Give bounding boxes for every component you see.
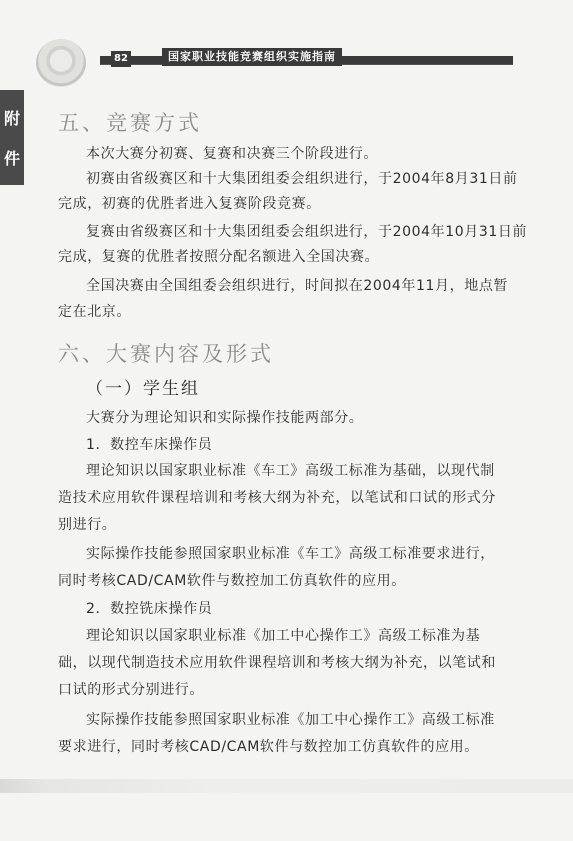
footer-scan-band xyxy=(0,779,573,793)
paragraph-line: 完成，初赛的优胜者进入复赛阶段竞赛。 xyxy=(58,196,321,212)
side-tab-char: 件 xyxy=(3,148,20,168)
paragraph-line: 理论知识以国家职业标准《车工》高级工标准为基础，以现代制 xyxy=(86,463,495,479)
paragraph-line: 造技术应用软件课程培训和考核大纲为补充，以笔试和口试的形式分 xyxy=(58,490,496,506)
section-heading: 六、大赛内容及形式 xyxy=(58,342,274,366)
paragraph-line: 要求进行，同时考核CAD/CAM软件与数控加工仿真软件的应用。 xyxy=(58,739,479,755)
running-header-title: 国家职业技能竞赛组织实施指南 xyxy=(162,48,342,66)
paragraph-line: 础，以现代制造技术应用软件课程培训和考核大纲为补充，以笔试和 xyxy=(58,655,496,671)
paragraph-line: 定在北京。 xyxy=(58,304,131,320)
paragraph-line: 实际操作技能参照国家职业标准《加工中心操作工》高级工标准 xyxy=(86,712,495,728)
paragraph-line: 完成，复赛的优胜者按照分配名额进入全国决赛。 xyxy=(58,249,380,265)
emblem-logo xyxy=(36,39,86,87)
side-tab-char: 附 xyxy=(3,109,20,129)
side-tab-appendix xyxy=(0,90,24,185)
paragraph-line: 口试的形式分别进行。 xyxy=(58,682,204,698)
paragraph-line: 实际操作技能参照国家职业标准《车工》高级工标准要求进行， xyxy=(86,546,495,562)
paragraph-line: 理论知识以国家职业标准《加工中心操作工》高级工标准为基 xyxy=(86,628,481,644)
paragraph-line: 全国决赛由全国组委会组织进行，时间拟在2004年11月，地点暂 xyxy=(86,278,509,294)
list-item-title: 2．数控铣床操作员 xyxy=(86,601,213,617)
page-number: 82 xyxy=(111,51,131,67)
paragraph-line: 本次大赛分初赛、复赛和决赛三个阶段进行。 xyxy=(86,146,378,162)
paragraph-line: 复赛由省级赛区和十大集团组委会组织进行，于2004年10月31日前 xyxy=(86,224,528,240)
section-heading: 五、竞赛方式 xyxy=(58,111,202,135)
paragraph-line: 别进行。 xyxy=(58,517,117,533)
paragraph-line: 同时考核CAD/CAM软件与数控加工仿真软件的应用。 xyxy=(58,573,406,589)
subsection-heading: （一）学生组 xyxy=(86,379,200,399)
paragraph-line: 初赛由省级赛区和十大集团组委会组织进行，于2004年8月31日前 xyxy=(86,171,518,187)
list-item-title: 1．数控车床操作员 xyxy=(86,437,213,453)
paragraph-line: 大赛分为理论知识和实际操作技能两部分。 xyxy=(86,410,364,426)
